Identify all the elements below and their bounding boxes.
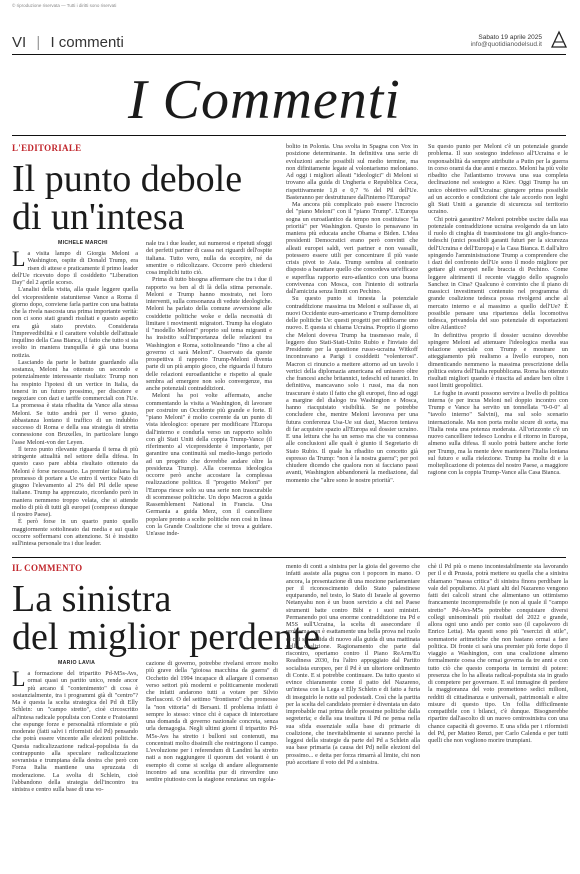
drop-cap: L	[12, 250, 26, 271]
paragraph: Su questo punto si innesta la potenziale contraddizione massima tra Meloni e sull'asse di, ai nuovi Occidente euro-americano e Trump demolitore delle politiche Ue: questi progetti per edificarne uno nuovo. E questa si chiama Ucraina. Proprio il giorno che Meloni doveva Trump ha trasmesso reale, il leggero duo Stati-Stati-Unito Rubio e l'inviato del Presidente per la questione russo-ucraina Witkoff incontravano a Parigi i cosiddetti "volenterosi". Macron ci rinuncio a mettere attorno ad un tavolo i vertici della diplomazia americana ed unissero oltre che francesi anche britannici, tedeschi ed turanici. In definitiva, mancavano solo i russi, ma da non trascurare è stato il fatto che gli europei, fino ad oggi a margine del dialogo tra Washington e Mosca, hanno riacquistato visibilità. Se ne potrebbe concludere che, mentre Meloni lavorava per una futura conferenza Usa-Ue sui dazi, Macron tentava di far acquisire spazio all'Europa sul dossier ucraino. E una lettura che ha un senso ma che va connessa alle conclusioni alle quali è giunto il Segretario di Stato Rubio. Il quale ha ribadito un concetto già espresso da Trump: "non è la nostra guerra"; per poi chiudere dicendo che qualora non si facciano passi avanti, Washington abbandonerà la mediazione, dal momento che "altre sono le nostre priorità".	[286, 295, 418, 484]
paragraph: L'analisi della visita, alla quale leggere quella del vicepresidente statunitense Vance a Roma il giorno dopo, conviene farla partire con una battuta che la rivela nascosta una prima importante verità: non ci sono stati grandi risultati e questo aspetto era già stato previsto. Considerata l'imprevedibilità e il carattere volubile dell'attuale inquilino della Casa Bianca, il fatto che tutto si sia svolto in maniera tranquilla è già una buona notizia.	[12, 286, 138, 359]
header-rule	[12, 54, 566, 55]
paragraph: La visita lampo di Giorgia Meloni a Washington, ospite di Donald Trump, era risen di attese e praticamente il primo leader dell'Ue ricevuto dopo il cosiddetto "Liberation Day" del 2 aprile scorso.	[12, 250, 138, 286]
page-number: VI	[12, 34, 27, 51]
comment-headline	[12, 580, 320, 656]
editorial-headline-line2: di un'intesa	[12, 196, 185, 238]
header-divider: |	[36, 34, 41, 51]
site-email: info@quotidianodelsud.it	[470, 41, 542, 48]
paragraph: Ma ancora più complicato può essere l'incrocio del "piano Meloni" con il "piano Trump". L'Europa sogna un euroatlantico da tempo non costituisce "la priorità" per Washington. Questo lo pensavano in maniera più educata anche Obama e Biden. L'idea presidenti Democratici erano però convinti che alleati europei saldi, veri partner e non vassalli, potessero essere utili per concentrare il più vaste crisis pivot to Asia. Trump sembra al contrario disposto a barattare quello che concedeva un'efficace e superflua rapporto euro-atlantico con una buona convivenza con Mosca, con l'intento di sottrarla dall'amicizia senza limiti con Pechino.	[286, 201, 418, 295]
comment-column-1	[12, 670, 138, 870]
paragraph: chè il Pd più o meno incontestabilmente sta lavorando per il e di Prussia, potrà mettere su quella che a sinistra chiamano "massa critica" di sinistra finora perdibare la vale del populismo. Ai piani alti del Nazareno vengono fatti dei calcoli strani che alimentano un ottimismo francamente incomprensibile (e non al quale il "campo stretto" Pd-Avs-M5s potrebbe conquistare diversi collegi uninominali più risultati del 2022 e grande, allora ogni uno andò per conto suo (il capolavoro di Enrico Letta). Ma questi sono più "esercizi di stile", sommatorie aritmetiche che non bastano ormai a fare politica. Di fronte ci sarà una premier più forte dopo il viaggio a Washington, con una coalizione almeno formalmente coesa che ormai governa da tre anni e con tutto ciò che questo comporta in termini di potere: presenza che lo ha alleata radical-populista sia in grado di competere per governare. E sul immagine di perdere la maggioranza del voto promettono sedici milioni, redditi di cittadinanza e universali, patrimoniali e altre misure di questo tipo. Un follia difficilmente compatibile con i bilanci, c'è dunque. Bisognerebbe ripartire dall'ascolto di un nuovo centrosinistra con una chance capacità di governo. E una sfida per i riformisti del Pd, per Matteo Renzi, per Carlo Calenda e per tutti quelli che non vogliono morire trumpiani.	[428, 563, 568, 744]
paragraph: Le fughe in avanti possono servire a livello di politica interna (e per incus Meloni nel doppio incontro con Trump e Vance ha servito un tonnellata "0-0-0" al "tavolo interno" Salvini), ma sul solo scenario internazionale. Ma non porta molte sicure di sorta, ma l'Italia resta una potenza moderata. All'orizzonte c'è un nuovo cancelliere tedesco Londra e il ritorno in Europa, almeno sulla difesa. Il suolo potrà battere anche forte per Trump, ma la mente deve mantenere l'Italia lontana sul futuro e sulla rielezione. Trump ha molte di e la molteplicazione di potenza del nostro Paese, a maggiore ragione con la coppia Trump-Vance alla Casa Bianca.	[428, 389, 568, 477]
paragraph: cazione di governo, potrebbe rivelarsi errore molto più grave della "gioiosa macchina da guerra" di Occhetto del 1994 incapace di allargare il consenso verso settori più moderni e politicamente moderati che infatti andarono tutti a votare per Silvio Berlusconi. O del settimo "frontismo" che promosse la "non vittoria" di Bersani. Il problema infatti è sempre lo stesso: vince chi è capace di intercettare una domanda di governo nazionale concreta, senza urla demagogia. Negli ultimi giorni il tripartito Pd-M5s-Avs ha stretto i bulloni sui contenuti, ma concentrati molto dissimili che restringono il campo. L'evoluzione per i referendum di Landini ha stretto nati a non raggiungere il quorum dei votanti è un esempio di come si scelga di andare allegramente incontro ad una sconfitta pur di rinverdire uno sentire piuttosto con la stagione renziana: un regola-	[146, 660, 278, 783]
paragraph: Su questo punto per Meloni c'è un potenziale grande problema. Il suo sostegno indefesso all'Ucraina e le responsabilità da sempre attribuite a Putin per la guerra in corso orami da due anni e mezzo. Meloni ha più volte ribadito che l'atlantismo trovava una sua completa declinazione nel sostegno a Kiev. Oggi Trump ha un unico obiettivo sull'Ucraina: giungere prima possibile ad un accordo e condizioni che tale accordo non leghi gli Stati Uniti a garanzie di sicurezza sul territorio ucraino.	[428, 143, 568, 216]
drop-cap: L	[12, 670, 26, 691]
editorial-column-3	[286, 143, 418, 552]
editorial-column-2	[146, 240, 272, 552]
comment-column-3	[286, 563, 420, 870]
paragraph: Lasciando da parte le battute guardando alla sostanza, Meloni ha ottenuto un secondo e potenzialmente interessante risultato: Trump non ha respinto l'ipotesi di un vertice in Italia, da tenersi in un futuro prossimo, per discutere e negoziare con dazi e tariffe commerciali con l'Ue. La promessa è stata ribadita da Vance alla stessa Meloni. Se tutto andrà per il verso giusto, abbastanza lontano il traffico di un indubbio successo di Roma e della sua strategia di stretta connessione con Bruxelles, in particolare lungo l'asse Meloni-von der Leyen.	[12, 358, 138, 446]
comment-headline-line2: del miglior perdente	[12, 616, 321, 658]
editorial-byline: MICHELE MARCHI	[58, 240, 108, 246]
paragraph: Chi potrà garantire? Meloni potrebbe uscire dalla sua potenziale contraddizione ucraina svolgendo da un lato il ruolo di cinghia di trasmissione tra gli anglo-franco-tedeschi (unici possibili garanti futuri per la sicurezza dell'Ucraina e dell'Europa) e la Casa Bianca. E dall'altro spingendo l'amministrazione Trump a comprendere che i dazi del confronto dell'Ue sono il modo migliore per gettare gli europei nelle braccia di Pechino. Come leggere altrimenti il recente viaggio dello spagnolo Sanchez in Cina? Qualcuno è convinto che il piano di massicci investimenti contenuto nel programma di grande coalizione tedesca possa rivolgersi anche al mercato interno e al massimo a quello dell'Ue? È possibile pensare una ripartenza della locomotiva tedesca, privandola del suo potenziale di esportazioni oltre Atlantico?	[428, 215, 568, 332]
paragraph: La formazione del tripartito Pd-M5s-Avs, ormai quasi un partito unico, rende ancor più arcano il "contenimento" di cosa è sostanzialmente, tra i programmi già di "centro"? Ma è questa la scelta strategica del Pd di Elly Schlein: un "campo stretto", cioè circoscritto all'intesa radicale populista con Conte e Fratoianni che espunge forze e personalità riformiste e più moderate (fatti salvi i riformisti del Pd) pensando che potrà essere vincente alle elezioni politiche. Questa radicalizzazione radical-populista fa da contrappunto alla speculare radicalizzazione sovranista e trumpiana della destra che però con Forza Italia mantiene una spruzzata di moderazione. La svolta di Schlein, cioè l'abbandono della strategia dell'incontro tra sinistra e centro sulla base di una vo-	[12, 670, 138, 793]
issue-date: Sabato 19 aprile 2025	[478, 34, 542, 41]
paragraph: È però forse in un quarto punto quello maggiormente sottolineato dai media e sui quale occorre soffermarsi con attenzione. Si è insistito sull'intesa personale tra i due leader.	[12, 518, 138, 547]
paragraph: Meloni ha poi volte affermato, anche commentando la visita a Washington, di lavorare per costruire un Occidente più grande e forte. Il "piano Meloni" è molto coerente da un punto di vista ideologico: operare per modificare l'Europa dall'interno e condurla verso un rapporto solido con gli Stati Uniti della coppia Trump-Vance (il riferimento al vicepresidente è importante, per garantire una continuità sul medio-lungo periodo ad un progetto che dovrebbe andare oltre la presidenza Trump). Alla coerenza ideologica occorre però anche accostare la complessa realizzazione politica. Il "progetto Meloni" per l'Europa riesce solo su una serie non trascurabile di scommesse politiche. Un dopo Macron a guida Rassemblement National in Francia. Una Germania a guida Merz, con il cancelliere popolare pronto a scelte politiche non così in linea con la Grande Coalizione che si trova a guidare. Un'asse inde-	[146, 392, 272, 537]
comment-kicker: IL COMMENTO	[12, 563, 83, 573]
comment-column-2	[146, 660, 278, 870]
copyright-notice: © riproduzione riservata — Tutti i diritti sono riservati	[12, 3, 117, 8]
comment-headline-line1: La sinistra	[12, 578, 172, 620]
newspaper-logo	[550, 30, 568, 48]
page-section-header	[12, 34, 124, 51]
paragraph: nale tra i due leader, sui numerosi e ripetuti sfoggi dei perfetti partner di cassa nei riguardi dell'ospite italiana. Tutto vero, nulla da eccepire, né da smentire o ridicolizzare. Occorre però chiedersi cosa implichi tutto ciò.	[146, 240, 272, 276]
editorial-column-4	[428, 143, 568, 552]
paragraph: mento di conti a sinistra per la gioia del governo che infatti assiste alla pugna con i popcorn in mano. O ancora, la presentazione di una mozione parlamentare per il riconoscimento dello Stato palestinese equiparando, nel testo, lo Stato di Israele al governo Netanyahu non è un buon servizio a chi nel Paese strumenti batte contro Bibi e i suoi ministri. Permanendo poi una enorme contraddizione tra Pd e M5S sull'Ucraina, la scelta di assecondare il problema non è esattamente una bella prova nel ruolo di chi si candida di nuovo alla guida di una mattinata della coalizione. Ragionamento che parte dal riscontro, operiamo contro il Piano ReArm/Eu Readiness 2030, fra l'altro appoggiato dal Partito socialista europeo, per il Pd è un ulteriore ordimento di Conte. E si potrebbe continuare. Da tutto questo si evince chiaramente come il patto del Nazareno, un'intesa con la Lega e Elly Schlein e di fatto a furia di inseguirlo le notte sul podestadi. Così che la partita per la scelta del candidato premier è diventata un dato improbabile mai prima delle prossime politiche dalla segreteria; e della sua tessitura il Pd ne pensa nella sua sfida essenziale sulla base di primarie di coalizione, che inevitabilmente si saranno perché la leggesi della strategie da parte del Pd a Schlein alla sua base primaria (a causa dei Pd) nelle elezioni del prossimo... e detta per forza rimarrà al limite, chi non può accettare il voto del Pd a sinistra.	[286, 563, 420, 766]
editorial-kicker: L'EDITORIALE	[12, 143, 82, 153]
paragraph: Il terzo punto rilevante riguarda il tema di più stringente attualità nel settore della difesa. In questo caso pare abbia risultato ottenuto da Meloni è forse necessario. La premier italiana ha promesso di portare a Ue entro il vertice Nato di giugno l'elevamento al 2% del Pil delle spese italiane. Trump ha apprezzato, ricordando però in maniera nemmeno troppo velata, che si attende molto di più di tutti gli europei (compreso dunque il nostro Paese).	[12, 445, 138, 518]
paragraph: In definitiva proprio il dossier ucraino dovrebbe spingere Meloni ad attenuare l'ideologica media sua relazione speciale con Trump e mostrare un atteggiamento più realismo a livello europeo, non dimenticando nemmeno la massima prescrizione della politica estera dell'Italia repubblicana. Roma ha ottenuto risultati migliori quando è riuscita ad andare ben oltre i suoi limiti geopolitici.	[428, 331, 568, 390]
masthead-title: I Commenti	[128, 69, 401, 131]
section-name: I commenti	[50, 34, 124, 51]
section-rule	[12, 557, 566, 558]
masthead-rule	[12, 135, 566, 136]
paragraph: bolito in Polonia. Una svolta in Spagna con Vox in posizione determinante. In definitiva una serie di evoluzioni anche possibili sul medio termine, ma non difinitamente legate al volontarismo meloniano. Ad oggi i migliori alleati "ideologici" di Meloni si trovano alla guida di Ungheria e Repubblica Ceca, rispettivamente 1,8 e 0,7 % del Pil dell'Ue. Basteranno per destrutturare dall'interno l'Europa?	[286, 143, 418, 201]
comment-byline: MARIO LAVIA	[58, 660, 96, 666]
comment-column-4	[428, 563, 568, 870]
header-date-block	[392, 34, 542, 48]
editorial-headline	[12, 160, 242, 236]
paragraph: Prima di tutto bisogna affermare che tra i due il rapporto va ben al di là della stima personale. Meloni e Trump hanno mostrato, nei loro interventi, sulla consonanza di vedute ideologiche. Meloni ha parlato della comune avversione alle cosiddette politiche woke e della necessità di limitare i movimenti migratori. Trump ha elogiato il "modello Meloni" proprio sul tema migranti e ha insistito sull'importanza delle relazioni tra Washington e Roma, sottolineando "fino a che al governo ci sarà Meloni". Osservato da queste prospettiva il rapporto Trump-Meloni diventa parte di un più ampio gioco, che riguarda il futuro delle relazioni euroatlantiche e rispetto al quale sembra ad emergere non solo convergenze, ma anche potenziali contraddizioni.	[146, 276, 272, 392]
editorial-column-1	[12, 250, 138, 552]
editorial-headline-line1: Il punto debole	[12, 158, 243, 200]
